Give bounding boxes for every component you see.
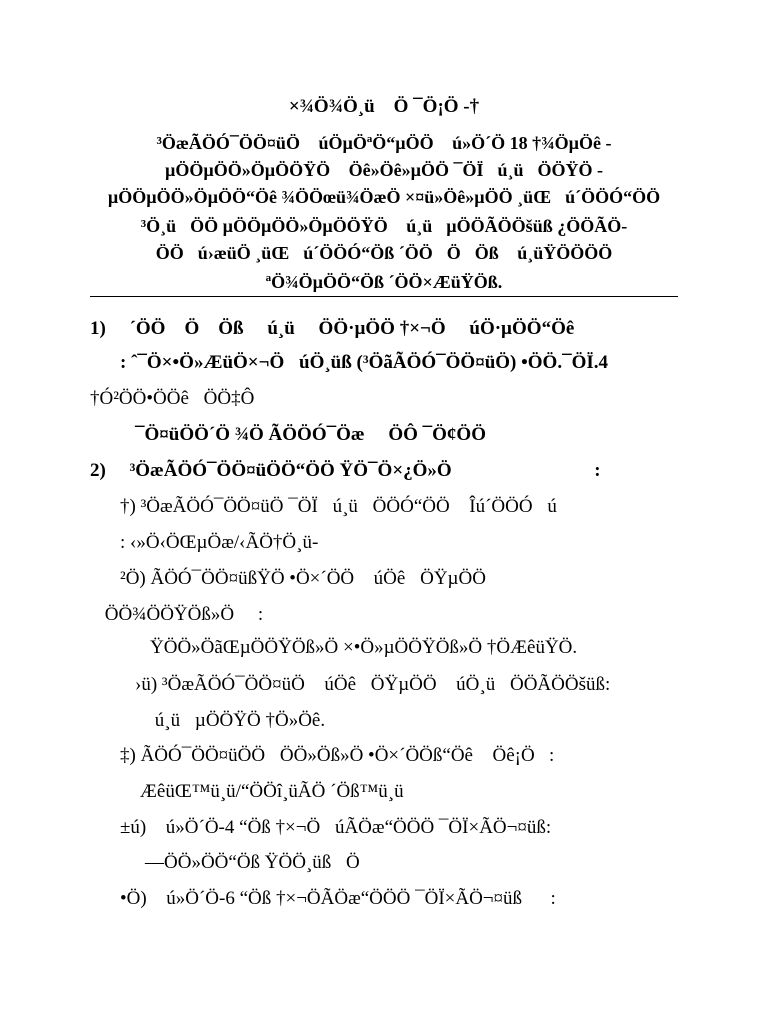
- body-line: †Ó²ÖÖ•ÖÖê ÖÖ‡Ô: [90, 388, 255, 409]
- body-line: †) ³ÖæÃÖÓ¯ÖÖ¤üÖ ¯ÖÏ ú¸ü ÖÖÓ“ÖÖ  Îú´ÖÖÓ ú: [120, 496, 557, 517]
- body-line: ±ú)  ú»Ö´Ö-4 “Öß †×¬Ö úÃÖæ“ÖÖÖ ¯ÖÏ×ÃÖ¬¤üß:: [120, 817, 552, 838]
- body-line: ²Ö) ÃÖÓ¯ÖÖ¤üßŸÖ •Ö×´ÖÖ  úÖê ÖŸµÖÖ: [120, 568, 486, 589]
- body-line: —ÖÖ»ÖÖ“Öß ŸÖÖ¸üß Ö: [145, 852, 360, 873]
- body-line: : ˆ¯Ö×•Ö»ÆüÖ×¬Ö úÖ¸üß (³ÖãÃÖÓ¯ÖÖ¤üÖ) •ÖÖ.¯ÖÏ.4: [120, 352, 608, 373]
- subtitle-line: ³ÖæÃÖÓ¯ÖÖ¤üÖ  úÖµÖªÖ“µÖÖ  ú»Ö´Ö 18 †¾ÖµÖê -: [156, 133, 612, 153]
- subtitle-line: ÖÖ ú›æüÖ ¸üŒ ú´ÖÖÓ“Öß ´ÖÖ Ö Öß  ú¸üŸÖÖÖÖ: [155, 243, 613, 263]
- body-line: ÆêüŒ™ü¸ü/“ÖÖî¸üÃÖ ´Öß™ü¸ü: [140, 781, 404, 802]
- section-1-heading: 1) ´ÖÖ Ö Öß ú¸ü ÖÖ·µÖÖ †×¬Ö úÖ·µÖÖ“Öê: [90, 318, 575, 339]
- body-line: •Ö)  ú»Ö´Ö-6 “Öß †×¬ÖÃÖæ“ÖÖÖ ¯ÖÏ×ÃÖ¬¤üß :: [120, 888, 556, 909]
- body-line:  ÖÖ¾ÖÖŸÖß»Ö :: [90, 604, 264, 625]
- body-line: ‡) ÃÖÓ¯ÖÖ¤üÖÖ ÖÖ»Öß»Ö •Ö×´ÖÖß“Öê  Öê¡Ö :: [120, 745, 555, 766]
- body-line: ŸÖÖ»ÖãŒµÖÖŸÖß»Ö ×•Ö»µÖÖŸÖß»Ö †ÖÆêüŸÖ.: [150, 637, 578, 658]
- subtitle-line: µÖÖµÖÖ»ÖµÖÖ“Öê ¾ÖÖœü¾ÖæÖ ×¤ü»Öê»µÖÖ ¸üŒ ú´ÖÖÓ“ÖÖ: [107, 187, 661, 207]
- subtitle-line: ªÖ¾ÖµÖÖ“Öß ´ÖÖ×ÆüŸÖß.: [265, 272, 503, 292]
- subtitle-line: µÖÖµÖÖ»ÖµÖÖŸÖ  Öê»Öê»µÖÖ ¯ÖÏ ú¸ü ÖÖŸÖ -: [165, 160, 603, 180]
- subtitle-line: ³Ö¸ü ÖÖ µÖÖµÖÖ»ÖµÖÖŸÖ  ú¸ü µÖÖÃÖÖšüß ¿ÖÖÃÖ-: [140, 216, 628, 236]
- section-2-heading: 2) ³ÖæÃÖÓ¯ÖÖ¤üÖÖ“ÖÖ ŸÖ¯Ö×¿Ö»Ö :: [90, 460, 601, 481]
- body-line: ›ü) ³ÖæÃÖÓ¯ÖÖ¤üÖ  úÖê ÖŸµÖÖ  úÖ¸ü ÖÖÃÖÖšüß:: [135, 674, 611, 695]
- body-line: : ‹»Ö‹ÖŒµÖæ/‹ÃÖ†Ö¸ü-: [120, 532, 319, 553]
- body-line:  ú¸ü µÖÖŸÖ †Ö»Öê.: [140, 710, 326, 731]
- body-line: ¯Ö¤üÖÖ´Ö ¾Ö ÃÖÖÓ¯Öæ ÖÔ ¯Ö¢ÖÖ: [135, 424, 486, 445]
- horizontal-rule: [90, 296, 678, 297]
- document-title: ×¾Ö¾Ö¸ü Ö ¯Ö¡Ö -†: [288, 96, 480, 117]
